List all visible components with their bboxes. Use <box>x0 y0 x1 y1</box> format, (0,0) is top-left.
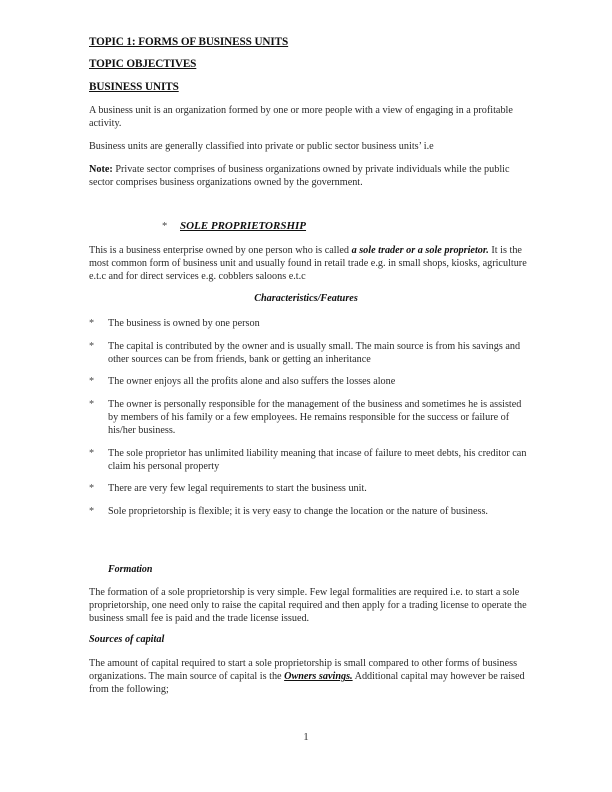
bullet-star-icon: * <box>89 506 95 517</box>
formation-paragraph: The formation of a sole proprietorship is very simple. Few legal formalities are required i.e. to start a sole proprietorship, one need only to raise the capital required and then apply for a trading license to operate the business small fee is paid and the trade license issued. <box>89 587 527 625</box>
note-text: Private sector comprises of business organizations owned by private individuals while the public sector comprises business organizations owned by the government. <box>89 164 510 189</box>
sole-proprietorship-heading: SOLE PROPRIETORSHIP <box>180 220 307 232</box>
classification-paragraph: Business units are generally classified into private or public sector business units’ i.e <box>89 141 434 152</box>
sources-of-capital-heading: Sources of capital <box>89 634 165 645</box>
note-label: Note: <box>89 164 113 175</box>
sources-paragraph <box>89 657 529 697</box>
sole-proprietorship-description <box>89 244 529 284</box>
characteristic-text: The sole proprietor has unlimited liability meaning that incase of failure to meet debts, his creditor can claim his personal property <box>108 448 527 473</box>
section-bullet: * <box>162 221 168 232</box>
definition-paragraph: A business unit is an organization formed by one or more people with a view of engaging in a profitable activity. <box>89 105 513 130</box>
bullet-star-icon: * <box>89 318 95 329</box>
bullet-star-icon: * <box>89 483 95 494</box>
description-emphasis: a sole trader or a sole proprietor. <box>351 245 489 256</box>
note-paragraph <box>89 163 525 189</box>
bullet-star-icon: * <box>89 448 95 459</box>
characteristic-text: The capital is contributed by the owner and is usually small. The main source is from his savings and other sources can be from friends, bank or getting an inheritance <box>108 341 521 366</box>
bullet-star-icon: * <box>89 376 95 387</box>
page-number: 1 <box>303 731 309 743</box>
bullet-star-icon: * <box>89 399 95 410</box>
description-after: It is the most common form of business unit and usually found in retail trade e.g. in small shops, kiosks, agriculture e.t.c and for direct services e.g. cobblers saloons e.t.c <box>89 245 527 283</box>
sources-before: The amount of capital required to start a sole proprietorship is small compared to other forms of business organizations. The main source of capital is the <box>89 658 518 683</box>
objectives-heading: TOPIC OBJECTIVES <box>89 58 197 70</box>
topic-heading: TOPIC 1: FORMS OF BUSINESS UNITS <box>89 36 289 48</box>
characteristics-heading: Characteristics/Features <box>254 293 358 304</box>
business-units-heading: BUSINESS UNITS <box>89 81 179 93</box>
characteristic-text: The owner enjoys all the profits alone and also suffers the losses alone <box>108 376 396 387</box>
bullet-star-icon: * <box>89 341 95 352</box>
sources-emphasis: Owners savings. <box>284 671 353 683</box>
characteristic-text: The business is owned by one person <box>108 318 260 329</box>
characteristic-text: The owner is personally responsible for the management of the business and sometimes he is assisted by members of his family or a few employees. He remains responsible for the success or failure of his/her business. <box>108 399 522 437</box>
characteristic-text: There are very few legal requirements to start the business unit. <box>108 483 367 494</box>
sources-after: Additional capital may however be raised from the following; <box>89 671 525 696</box>
description-before: This is a business enterprise owned by one person who is called <box>89 245 352 256</box>
characteristic-text: Sole proprietorship is flexible; it is very easy to change the location or the nature of business. <box>108 506 488 517</box>
formation-heading: Formation <box>108 564 153 575</box>
